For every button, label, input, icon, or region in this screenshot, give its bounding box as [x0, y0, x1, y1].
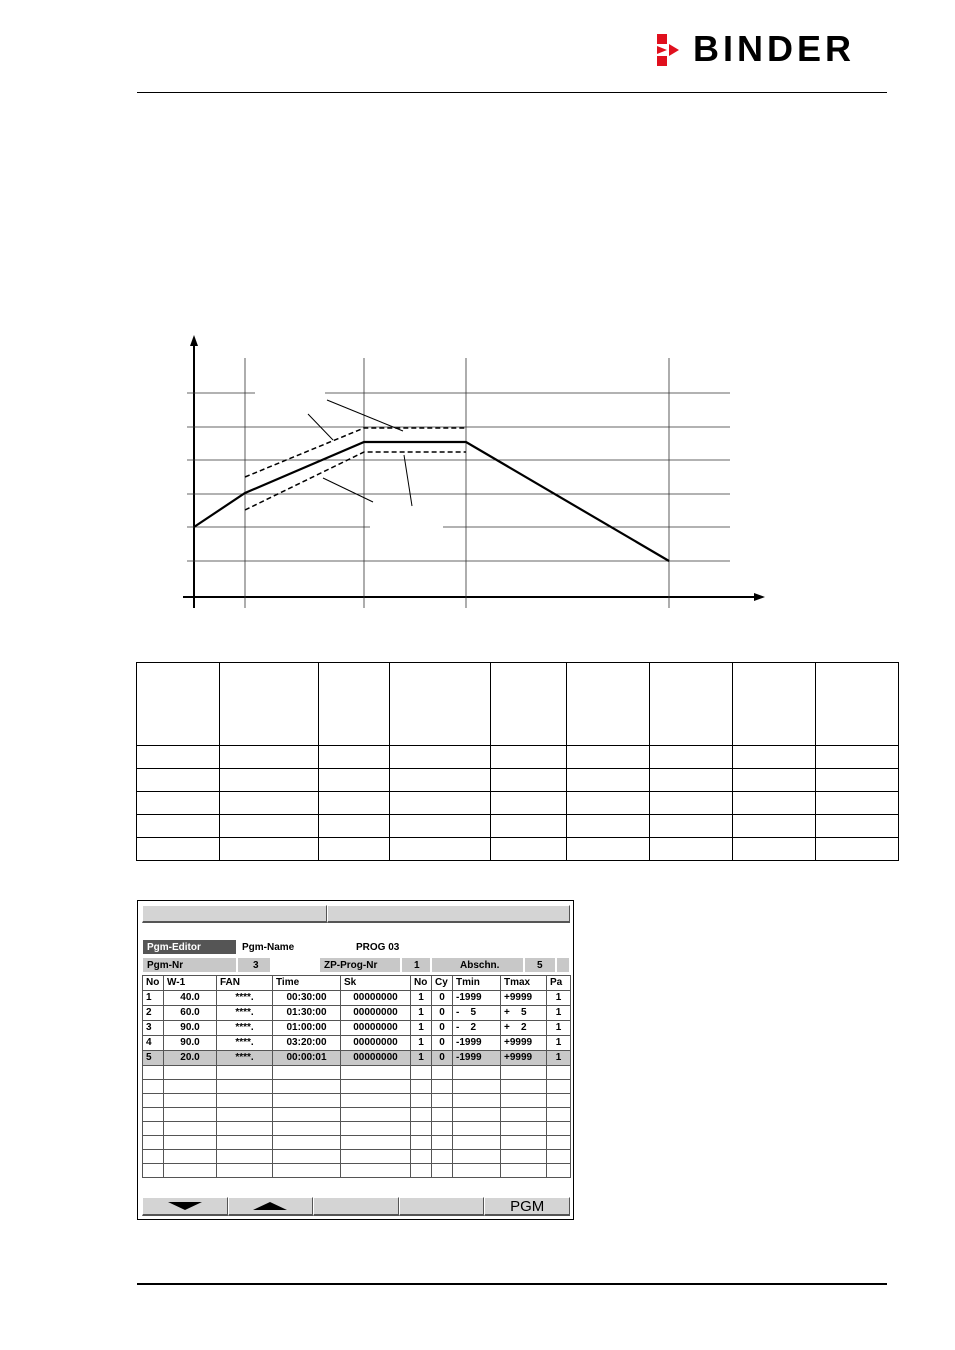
- cell-no: 4: [143, 1036, 164, 1051]
- col-header-pa: Pa: [547, 976, 571, 991]
- cell-pa[interactable]: 1: [547, 1036, 571, 1051]
- cell-pa[interactable]: 1: [547, 991, 571, 1006]
- col-header-no2: No: [411, 976, 432, 991]
- blank-button-2[interactable]: [399, 1197, 485, 1216]
- empty-row[interactable]: [143, 1150, 571, 1164]
- cell-pa[interactable]: 1: [547, 1051, 571, 1066]
- section-label: Abschn.: [431, 957, 524, 973]
- name-label: Pgm-Name: [237, 939, 319, 955]
- cell-cy[interactable]: 0: [432, 1021, 453, 1036]
- cell-no: 2: [143, 1006, 164, 1021]
- table-row[interactable]: [143, 1021, 571, 1036]
- footer-rule: [137, 1283, 887, 1285]
- arrow-up-icon: [253, 1202, 287, 1210]
- top-button-right[interactable]: [327, 905, 570, 923]
- top-button-bar: [142, 905, 570, 923]
- cell-no: 5: [143, 1051, 164, 1066]
- cell-no: 1: [143, 991, 164, 1006]
- table-row[interactable]: [143, 1036, 571, 1051]
- cell-tmax[interactable]: +9999: [501, 1051, 547, 1066]
- cell-no2[interactable]: 1: [411, 1006, 432, 1021]
- col-header-fan: FAN: [217, 976, 273, 991]
- cell-tmin[interactable]: -1999: [453, 1036, 501, 1051]
- cell-no2[interactable]: 1: [411, 1021, 432, 1036]
- pointer-lines: [308, 400, 412, 506]
- cell-w1[interactable]: 20.0: [164, 1051, 217, 1066]
- empty-row[interactable]: [143, 1108, 571, 1122]
- cell-fan[interactable]: ****.: [217, 991, 273, 1006]
- binder-logo: [655, 30, 890, 70]
- cell-sk[interactable]: 00000000: [341, 991, 411, 1006]
- cell-time[interactable]: 01:30:00: [273, 1006, 341, 1021]
- pgm-button[interactable]: PGM: [484, 1197, 570, 1216]
- table-row[interactable]: [143, 1006, 571, 1021]
- cell-w1[interactable]: 90.0: [164, 1021, 217, 1036]
- zp-value[interactable]: 1: [401, 957, 431, 973]
- cell-tmax[interactable]: + 5: [501, 1006, 547, 1021]
- nr-value[interactable]: 3: [237, 957, 271, 973]
- cell-fan[interactable]: ****.: [217, 1051, 273, 1066]
- horizontal-gridlines: [187, 393, 730, 561]
- cell-tmin[interactable]: -1999: [453, 1051, 501, 1066]
- col-header-tmax: Tmax: [501, 976, 547, 991]
- cell-time[interactable]: 00:30:00: [273, 991, 341, 1006]
- brand-name: BINDER: [693, 28, 856, 69]
- cell-tmin[interactable]: -1999: [453, 991, 501, 1006]
- header-rule: [137, 92, 887, 93]
- cell-cy[interactable]: 0: [432, 1051, 453, 1066]
- profile-graph: [175, 330, 775, 615]
- col-header-cy: Cy: [432, 976, 453, 991]
- cell-w1[interactable]: 40.0: [164, 991, 217, 1006]
- empty-row[interactable]: [143, 1122, 571, 1136]
- cell-no2[interactable]: 1: [411, 1036, 432, 1051]
- cell-cy[interactable]: 0: [432, 991, 453, 1006]
- vertical-gridlines: [245, 358, 669, 608]
- cell-time[interactable]: 00:00:01: [273, 1051, 341, 1066]
- cell-pa[interactable]: 1: [547, 1006, 571, 1021]
- parameter-table: [136, 662, 899, 861]
- tolerance-band: [245, 428, 466, 510]
- scroll-down-button[interactable]: [142, 1197, 228, 1216]
- scroll-up-button[interactable]: [228, 1197, 314, 1216]
- empty-row[interactable]: [143, 1080, 571, 1094]
- col-header-sk: Sk: [341, 976, 411, 991]
- cell-no: 3: [143, 1021, 164, 1036]
- header-row-1: [142, 939, 570, 955]
- name-value[interactable]: PROG 03: [319, 939, 570, 955]
- cell-fan[interactable]: ****.: [217, 1006, 273, 1021]
- nr-label: Pgm-Nr: [142, 957, 237, 973]
- zp-label: ZP-Prog-Nr: [319, 957, 401, 973]
- table-row-selected[interactable]: [143, 1051, 571, 1066]
- col-header-w1: W-1: [164, 976, 217, 991]
- empty-row[interactable]: [143, 1094, 571, 1108]
- header-row-2: [142, 957, 570, 973]
- blank-button-1[interactable]: [313, 1197, 399, 1216]
- cell-fan[interactable]: ****.: [217, 1036, 273, 1051]
- cell-cy[interactable]: 0: [432, 1006, 453, 1021]
- cell-w1[interactable]: 60.0: [164, 1006, 217, 1021]
- cell-time[interactable]: 03:20:00: [273, 1036, 341, 1051]
- editor-label: Pgm-Editor: [142, 939, 237, 955]
- cell-tmin[interactable]: - 2: [453, 1021, 501, 1036]
- header-spacer: [271, 957, 319, 973]
- bottom-button-bar: [142, 1197, 570, 1216]
- empty-row[interactable]: [143, 1164, 571, 1178]
- cell-tmax[interactable]: + 2: [501, 1021, 547, 1036]
- cell-cy[interactable]: 0: [432, 1036, 453, 1051]
- binder-logo-mark-icon: [655, 30, 689, 70]
- cell-fan[interactable]: ****.: [217, 1021, 273, 1036]
- section-value[interactable]: 5: [524, 957, 556, 973]
- x-axis-arrow-icon: [754, 593, 765, 601]
- cell-tmax[interactable]: +9999: [501, 991, 547, 1006]
- cell-tmin[interactable]: - 5: [453, 1006, 501, 1021]
- arrow-down-icon: [168, 1202, 202, 1210]
- cell-pa[interactable]: 1: [547, 1021, 571, 1036]
- header-end: [556, 957, 570, 973]
- program-table: [142, 975, 571, 1178]
- y-axis-arrow-icon: [190, 335, 198, 346]
- cell-time[interactable]: 01:00:00: [273, 1021, 341, 1036]
- top-button-left[interactable]: [142, 905, 327, 923]
- empty-row[interactable]: [143, 1066, 571, 1080]
- cell-no2[interactable]: 1: [411, 1051, 432, 1066]
- cell-no2[interactable]: 1: [411, 991, 432, 1006]
- program-editor-screen: [137, 900, 574, 1220]
- cell-sk[interactable]: 00000000: [341, 1036, 411, 1051]
- cell-w1[interactable]: 90.0: [164, 1036, 217, 1051]
- table-header-row: [143, 976, 571, 991]
- cell-sk[interactable]: 00000000: [341, 1006, 411, 1021]
- col-header-tmin: Tmin: [453, 976, 501, 991]
- col-header-no: No: [143, 976, 164, 991]
- table-row[interactable]: [143, 991, 571, 1006]
- cell-sk[interactable]: 00000000: [341, 1051, 411, 1066]
- cell-tmax[interactable]: +9999: [501, 1036, 547, 1051]
- cell-sk[interactable]: 00000000: [341, 1021, 411, 1036]
- col-header-time: Time: [273, 976, 341, 991]
- empty-row[interactable]: [143, 1136, 571, 1150]
